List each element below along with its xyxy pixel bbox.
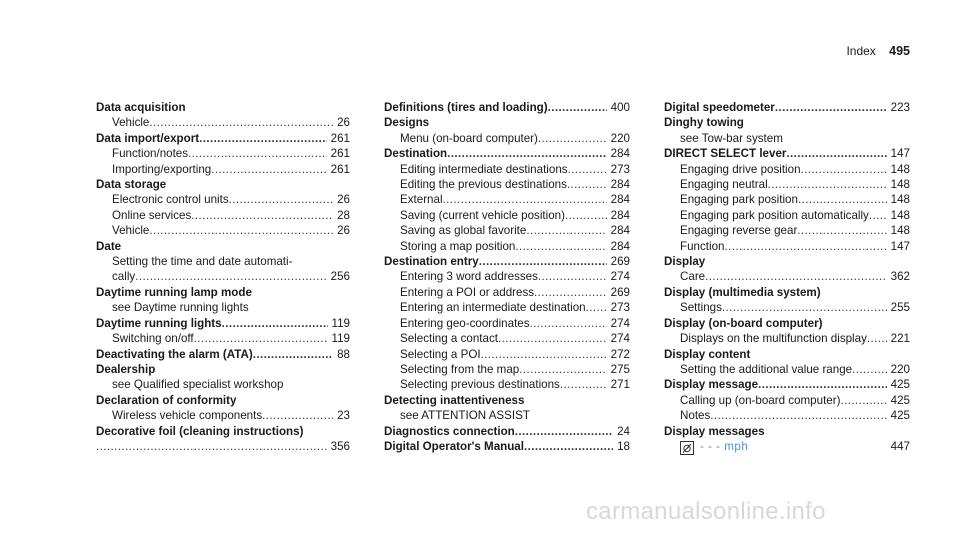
index-subentry <box>96 146 350 161</box>
dot-leader <box>515 239 606 254</box>
page-ref: 26 <box>337 116 350 130</box>
page-ref: 26 <box>337 193 350 207</box>
page-ref: 148 <box>890 224 910 238</box>
index-entry-title: Display (on-board computer) <box>664 316 823 330</box>
page-ref: 271 <box>610 378 630 392</box>
index-subentry <box>664 300 910 315</box>
dot-leader <box>775 100 887 115</box>
dot-leader <box>211 162 326 177</box>
dot-leader <box>253 347 333 362</box>
page-ref: 261 <box>330 162 350 176</box>
index-entry-title: Declaration of conformity <box>96 393 237 407</box>
dot-leader <box>534 285 607 300</box>
dot-leader <box>568 162 607 177</box>
index-subentry <box>96 115 350 130</box>
index-subentry <box>96 331 350 346</box>
index-column-1 <box>96 100 350 454</box>
dot-leader <box>135 269 326 284</box>
dot-leader <box>797 223 886 238</box>
dot-leader <box>262 408 333 423</box>
page-ref: 148 <box>890 208 910 222</box>
index-subentry <box>664 162 910 177</box>
index-subentry <box>664 362 910 377</box>
page-ref: 284 <box>610 239 630 253</box>
entry-label: Engaging park position <box>680 193 798 207</box>
dot-leader <box>447 146 607 161</box>
entry-label: Entering 3 word addresses <box>400 270 538 284</box>
index-subentry <box>384 131 630 146</box>
index-subentry <box>384 223 630 238</box>
index-subentry <box>384 362 630 377</box>
page-ref: 148 <box>890 162 910 176</box>
dot-leader <box>515 424 613 439</box>
page-ref: 147 <box>890 239 910 253</box>
index-entry-title <box>664 146 910 161</box>
index-entry-title <box>96 316 350 331</box>
index-subentry <box>664 393 910 408</box>
speed-placeholder: - - - mph <box>700 439 749 453</box>
dot-leader <box>498 331 607 346</box>
page-ref: 221 <box>890 332 910 346</box>
entry-label: cally <box>112 270 136 284</box>
page-ref: 356 <box>330 439 350 453</box>
index-subentry <box>384 239 630 254</box>
index-subentry <box>384 331 630 346</box>
dot-leader <box>199 131 327 146</box>
dot-leader <box>96 439 327 454</box>
index-entry-title: Daytime running lamp mode <box>96 285 252 299</box>
index-entry-title: Display messages <box>664 424 765 438</box>
page-ref: 223 <box>890 101 910 114</box>
page-ref: 119 <box>331 316 350 330</box>
index-entry-title: Dinghy towing <box>664 116 744 130</box>
entry-label: Selecting previous destinations <box>400 378 560 392</box>
entry-label: Destination <box>384 147 448 161</box>
page-ref: 23 <box>337 409 350 423</box>
index-subentry: see Daytime running lights <box>112 301 249 315</box>
entry-label: Engaging reverse gear <box>680 224 798 238</box>
dot-leader <box>149 223 333 238</box>
index-subentry <box>96 162 350 177</box>
index-subentry <box>384 208 630 223</box>
watermark: carmanualsonline.info <box>586 498 826 525</box>
entry-label: Engaging neutral <box>680 178 768 192</box>
index-subentry <box>384 269 630 284</box>
entry-label: Online services <box>112 208 192 222</box>
page-ref: 284 <box>610 178 630 192</box>
page-ref: 269 <box>610 255 630 269</box>
entry-label: Vehicle <box>112 116 150 130</box>
index-entry-title <box>384 424 630 439</box>
dot-leader <box>768 177 887 192</box>
page-number: 495 <box>889 44 910 58</box>
dot-leader <box>222 316 328 331</box>
entry-label: Vehicle <box>112 224 150 238</box>
index-entry-title: Display <box>664 255 706 269</box>
header-label: Index <box>846 44 876 58</box>
index-subentry: see Qualified specialist workshop <box>112 378 284 392</box>
page-ref: 148 <box>890 178 910 192</box>
index-subentry <box>384 377 630 392</box>
index-subentry <box>384 192 630 207</box>
index-column-2 <box>384 100 630 454</box>
entry-label: Diagnostics connection <box>384 424 515 438</box>
page-ref: 255 <box>890 301 910 315</box>
index-subentry <box>664 408 910 423</box>
dot-leader <box>479 254 607 269</box>
entry-label: Display message <box>664 378 759 392</box>
page-ref: 269 <box>610 285 630 299</box>
dot-leader <box>586 300 607 315</box>
page-ref: 284 <box>610 224 630 238</box>
index-subentry <box>96 208 350 223</box>
index-entry-title: Display (multimedia system) <box>664 285 821 299</box>
index-entry-symbol <box>664 439 910 454</box>
index-subentry <box>664 269 910 284</box>
dot-leader <box>149 115 333 130</box>
page-ref: 148 <box>890 193 910 207</box>
entry-label: Function/notes <box>112 147 189 161</box>
index-subentry <box>384 347 630 362</box>
index-entry-title <box>664 100 910 115</box>
entry-label: Storing a map position <box>400 239 516 253</box>
dot-leader <box>526 223 606 238</box>
entry-label: Engaging park position automatically <box>680 208 869 222</box>
index-column-3 <box>664 100 910 454</box>
index-entry-title: Data storage <box>96 178 167 192</box>
page-ref: 284 <box>610 147 630 161</box>
index-subentry <box>664 177 910 192</box>
dot-leader <box>538 131 607 146</box>
page-ref: 18 <box>617 439 630 453</box>
dot-leader <box>852 362 887 377</box>
index-entry-title <box>384 146 630 161</box>
dot-leader <box>565 208 607 223</box>
index-entry-title <box>384 439 630 454</box>
index-entry-title: Date <box>96 239 122 253</box>
page-ref: 256 <box>330 270 350 284</box>
dot-leader <box>560 377 607 392</box>
index-subentry <box>384 316 630 331</box>
entry-label: Selecting a contact <box>400 332 498 346</box>
page-ref: 425 <box>890 378 910 392</box>
page-ref: 88 <box>337 347 350 361</box>
dot-leader <box>869 208 887 223</box>
entry-label: Selecting from the map <box>400 362 520 376</box>
index-subentry <box>96 269 350 284</box>
index-entry-title: Decorative foil (cleaning instructions) <box>96 424 304 438</box>
dot-leader <box>530 316 607 331</box>
dot-leader <box>724 239 886 254</box>
dot-leader <box>567 177 607 192</box>
entry-label: Entering geo-coordinates <box>400 316 530 330</box>
entry-label: Wireless vehicle components <box>112 409 263 423</box>
dot-leader <box>188 146 327 161</box>
index-subentry <box>384 162 630 177</box>
entry-label: Electronic control units <box>112 193 229 207</box>
page-ref: 274 <box>610 316 630 330</box>
entry-label: Deactivating the alarm (ATA) <box>96 347 253 361</box>
entry-label: DIRECT SELECT lever <box>664 147 787 161</box>
index-subentry <box>664 208 910 223</box>
entry-label: Daytime running lights <box>96 316 222 330</box>
entry-label: Switching on/off <box>112 332 194 346</box>
index-subentry: see ATTENTION ASSIST <box>400 409 530 423</box>
index-subentry <box>384 285 630 300</box>
entry-label: Settings <box>680 301 722 315</box>
page-ref: 447 <box>890 439 910 453</box>
entry-label: Care <box>680 270 706 284</box>
page-ref: 400 <box>610 101 630 114</box>
entry-label: Editing intermediate destinations <box>400 162 568 176</box>
page-ref: 24 <box>617 424 630 438</box>
dot-leader <box>798 192 887 207</box>
entry-label: Editing the previous destinations <box>400 178 567 192</box>
page-ref: 147 <box>890 147 910 161</box>
dot-leader <box>191 208 333 223</box>
entry-label: Menu (on-board computer) <box>400 131 538 145</box>
index-entry-title: Data acquisition <box>96 101 186 114</box>
index-entry-title <box>96 347 350 362</box>
index-subentry <box>664 239 910 254</box>
page-ref: 119 <box>331 332 350 346</box>
page-ref: 274 <box>610 332 630 346</box>
page-ref: 425 <box>890 393 910 407</box>
index-entry-title <box>384 100 630 115</box>
index-subentry: Setting the time and date automati- <box>112 255 293 269</box>
index-entry-title <box>384 254 630 269</box>
entry-label: Destination entry <box>384 255 479 269</box>
entry-label: Function <box>680 239 725 253</box>
entry-label: Saving as global favorite <box>400 224 527 238</box>
dot-leader <box>710 408 886 423</box>
entry-label: Selecting a POI <box>400 347 481 361</box>
index-entry-title <box>96 131 350 146</box>
page-ref: 220 <box>890 362 910 376</box>
page-ref: 362 <box>890 270 910 284</box>
dot-leader <box>229 192 333 207</box>
index-subentry <box>664 331 910 346</box>
index-entry-title: Designs <box>384 116 430 130</box>
page-ref: 274 <box>610 270 630 284</box>
entry-label: Saving (current vehicle position) <box>400 208 565 222</box>
index-subentry <box>96 439 350 454</box>
index-subentry <box>384 177 630 192</box>
entry-label: Data import/export <box>96 131 200 145</box>
dot-leader <box>705 269 887 284</box>
index-subentry <box>96 223 350 238</box>
entry-label: Entering an intermediate destination <box>400 301 586 315</box>
entry-label: Engaging drive position <box>680 162 801 176</box>
entry-label: Definitions (tires and loading) <box>384 101 548 114</box>
index-subentry <box>664 192 910 207</box>
index-subentry: see Tow-bar system <box>680 131 783 145</box>
dot-leader <box>758 377 887 392</box>
dot-leader <box>524 439 613 454</box>
entry-label: Digital speedometer <box>664 101 775 114</box>
index-subentry <box>384 300 630 315</box>
entry-label: Digital Operator's Manual <box>384 439 524 453</box>
page-ref: 284 <box>610 193 630 207</box>
dot-leader <box>519 362 606 377</box>
index-entry-title <box>664 377 910 392</box>
entry-label: External <box>400 193 443 207</box>
page-ref: 284 <box>610 208 630 222</box>
cruise-control-off-icon <box>680 441 694 455</box>
page-ref: 273 <box>610 301 630 315</box>
dot-leader <box>538 269 607 284</box>
index-entry-title: Display content <box>664 347 751 361</box>
dot-leader <box>786 146 886 161</box>
page-ref: 261 <box>330 147 350 161</box>
entry-label: Entering a POI or address <box>400 285 535 299</box>
page-ref: 425 <box>890 409 910 423</box>
page-header <box>846 44 910 58</box>
dot-leader <box>867 331 887 346</box>
dot-leader <box>481 347 607 362</box>
entry-label: Displays on the multifunction display <box>680 332 867 346</box>
entry-label: Notes <box>680 409 711 423</box>
index-subentry <box>96 408 350 423</box>
page-ref: 26 <box>337 224 350 238</box>
dot-leader <box>722 300 887 315</box>
page-ref: 261 <box>330 131 350 145</box>
dot-leader <box>548 100 607 115</box>
page-ref: 220 <box>610 131 630 145</box>
dot-leader <box>194 331 328 346</box>
entry-label: Calling up (on-board computer) <box>680 393 841 407</box>
page-ref: 273 <box>610 162 630 176</box>
index-entry-title: Dealership <box>96 362 156 376</box>
index-subentry <box>664 223 910 238</box>
entry-label: Setting the additional value range <box>680 362 853 376</box>
dot-leader <box>840 393 886 408</box>
dot-leader <box>801 162 887 177</box>
index-subentry <box>96 192 350 207</box>
index-entry-title: Detecting inattentiveness <box>384 393 525 407</box>
dot-leader <box>443 192 607 207</box>
page-ref: 28 <box>337 208 350 222</box>
entry-label: Importing/exporting <box>112 162 212 176</box>
page-ref: 272 <box>610 347 630 361</box>
page-ref: 275 <box>610 362 630 376</box>
